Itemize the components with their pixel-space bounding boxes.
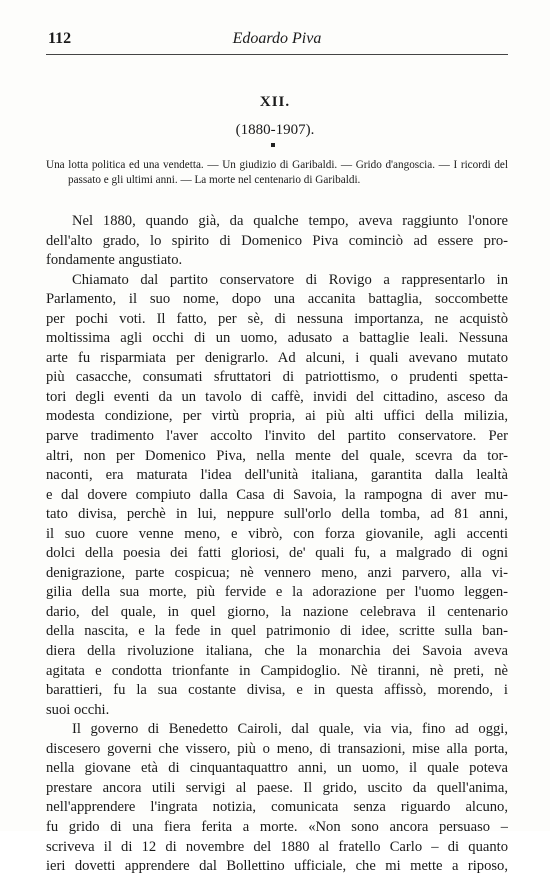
text-line: più casacche, consumati sfruttatori di patriottismo, o prudenti spetta- xyxy=(46,369,508,386)
text-line: discesero governi che vissero, più o meno, di transazioni, mise alla porta, xyxy=(46,740,508,757)
text-line: Parlamento, il suo nome, dopo una accanita battaglia, soccombette xyxy=(46,291,508,308)
text-line: scriveva il di 12 di novembre del 1880 al fratello Carlo – di quanto xyxy=(46,838,508,855)
text-line: altri, non per Domenico Piva, nella mente del quale, scevra da tor- xyxy=(46,447,508,464)
header-rule xyxy=(46,54,508,55)
text-line: agitata e condotta trionfante in Campidoglio. Nè tiranni, nè preti, nè xyxy=(46,662,508,679)
text-line: parve tradimento l'aver accolto l'invito del partito conservatore. Per xyxy=(46,428,508,445)
text-line: diera della rivoluzione italiana, che la monarchia dei Savoia aveva xyxy=(46,643,508,660)
text-line: nella giovane età di cinquantaquattro anni, un uomo, il quale poteva xyxy=(46,760,508,777)
chapter-ornament xyxy=(271,143,275,147)
page-number: 112 xyxy=(48,30,72,47)
text-line: della nascita, e la fede in quel patrimonio di idee, scritte sulla ban- xyxy=(46,623,508,640)
text-line: barattieri, fu la sua costante divisa, e in questa affissò, morendo, i xyxy=(46,682,508,699)
text-line: modesta condizione, per virtù propria, ai più alti uffici della milizia, xyxy=(46,408,508,425)
text-line: dell'alto grado, lo spirito di Domenico Piva cominciò ad essere pro- xyxy=(46,232,508,249)
text-line: e dal dovere compiuto dalla Casa di Savoia, la rampogna di aver mu- xyxy=(46,486,508,503)
text-line: arte fu risparmiata per denigrarlo. Ad alcuni, i quali avevano mutato xyxy=(46,349,508,366)
text-line: Nel 1880, quando già, da qualche tempo, aveva raggiunto l'onore xyxy=(72,213,508,229)
text-line: suoi occhi. xyxy=(46,701,110,718)
chapter-years: (1880-1907). xyxy=(235,122,315,138)
text-line: per pochi voti. Il fatto, per sè, di nessuna importanza, ne acquistò xyxy=(46,310,508,327)
text-line: dario, del quale, in quel giorno, la nazione celebrava il centenario xyxy=(46,603,508,620)
text-line: naconti, era maturata l'idea dell'unità italiana, garantita dalla lealtà xyxy=(46,467,508,484)
text-line: nell'apprendere l'ingrata notizia, comunicata senza riguardo alcuno, xyxy=(46,799,508,816)
text-line: tato divisa, perchè in lui, neppure sull'orlo della tomba, ad 81 anni, xyxy=(46,506,508,523)
text-line: prestare ancora utili servigi al paese. Il grido, uscito da quell'anima, xyxy=(46,779,508,796)
body-text xyxy=(46,212,508,877)
text-line: fu grido di una fiera ferita a morte. «Non sono ancora persuaso – xyxy=(46,818,508,835)
running-title: Edoardo Piva xyxy=(232,30,322,47)
text-line: Il governo di Benedetto Cairoli, dal quale, via via, fino ad oggi, xyxy=(72,721,508,738)
text-line: ieri dovetti apprendere dal Bollettino ufficiale, che mi mette a riposo, xyxy=(46,858,508,875)
chapter-number: XII. xyxy=(259,94,291,110)
text-line: il suo cuore venne meno, e vibrò, con forza giovanile, agli accenti xyxy=(46,525,508,542)
text-line: tori degli eventi da un tavolo di caffè, invidi del cittadino, asceso da xyxy=(46,388,508,405)
running-head xyxy=(48,30,506,50)
text-line: fondamente angustiato. xyxy=(46,252,183,269)
chapter-summary: Una lotta politica ed una vendetta. — Un giudizio di Garibaldi. — Grido d'angoscia. — I ricordi del passato e gli ultimi anni. — La morte nel centenario di Garibaldi. xyxy=(46,159,508,186)
text-line: Chiamato dal partito conservatore di Rovigo a rappresentarlo in xyxy=(72,271,508,288)
text-line: dolci della poesia dei fatti gloriosi, de' quali fu, a malgrado di ogni xyxy=(46,545,508,562)
text-line: denigrazione, parte cospicua; nè vennero meno, anzi parvero, alla vi- xyxy=(46,564,508,581)
text-line: moltissima agli occhi di un uomo, adusato a battaglie leali. Nessuna xyxy=(46,330,508,347)
text-line: gilia della sua morte, più fervide e la adorazione per l'uomo leggen- xyxy=(46,584,508,601)
